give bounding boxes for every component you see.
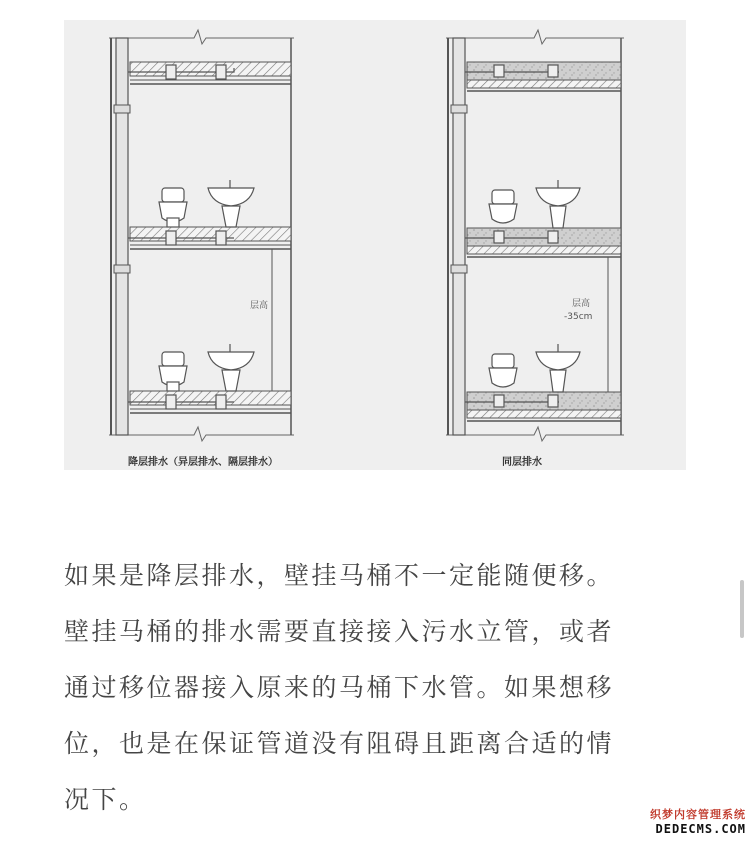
height-dimension-right	[603, 257, 613, 392]
sink-lower	[536, 344, 580, 392]
right-height-label: 层高	[572, 299, 591, 309]
break-mark-bottom	[446, 427, 624, 441]
pipe-joint	[114, 105, 130, 113]
slab-top	[130, 62, 291, 84]
right-height-label-reduction: -35cm	[564, 312, 593, 322]
break-mark-bottom	[109, 427, 294, 441]
break-mark-top	[109, 30, 294, 44]
pipe-joint	[451, 265, 467, 273]
right-section	[446, 30, 624, 441]
pipe-joint	[114, 265, 130, 273]
toilet-lower	[489, 354, 517, 387]
slab-top	[467, 62, 621, 91]
sink-upper	[208, 180, 254, 227]
watermark-line1: 织梦内容管理系统	[650, 808, 746, 821]
article-line: 通过移位器接入原来的马桶下水管。如果想移	[64, 673, 615, 702]
right-caption: 同层排水	[502, 457, 542, 468]
article-line: 如果是降层排水，壁挂马桶不一定能随便移。	[64, 561, 615, 590]
diagram-drawing	[64, 20, 686, 470]
left-caption: 降层排水（异层排水、隔层排水）	[128, 457, 278, 468]
stack-pipe	[116, 38, 128, 435]
scrollbar-thumb[interactable]	[740, 580, 744, 638]
drainage-diagram	[64, 20, 686, 470]
article-text	[64, 548, 704, 828]
article-line: 况下。	[64, 785, 147, 814]
toilet-lower	[159, 352, 187, 391]
left-section	[109, 30, 294, 441]
toilet-upper	[159, 188, 187, 227]
left-height-label: 层高	[250, 301, 269, 311]
break-mark-top	[446, 30, 624, 44]
stack-pipe	[453, 38, 465, 435]
sink-lower	[208, 344, 254, 391]
slab-bottom	[467, 392, 621, 421]
article-line: 位，也是在保证管道没有阻碍且距离合适的情	[64, 729, 615, 758]
sink-upper	[536, 180, 580, 228]
pipe-joint	[451, 105, 467, 113]
watermark-line2: DEDECMS.COM	[655, 822, 746, 836]
article-line: 壁挂马桶的排水需要直接接入污水立管，或者	[64, 617, 615, 646]
toilet-upper	[489, 190, 517, 223]
height-dimension-left	[267, 249, 277, 391]
watermark-logo	[628, 806, 746, 844]
slab-middle	[467, 228, 621, 257]
